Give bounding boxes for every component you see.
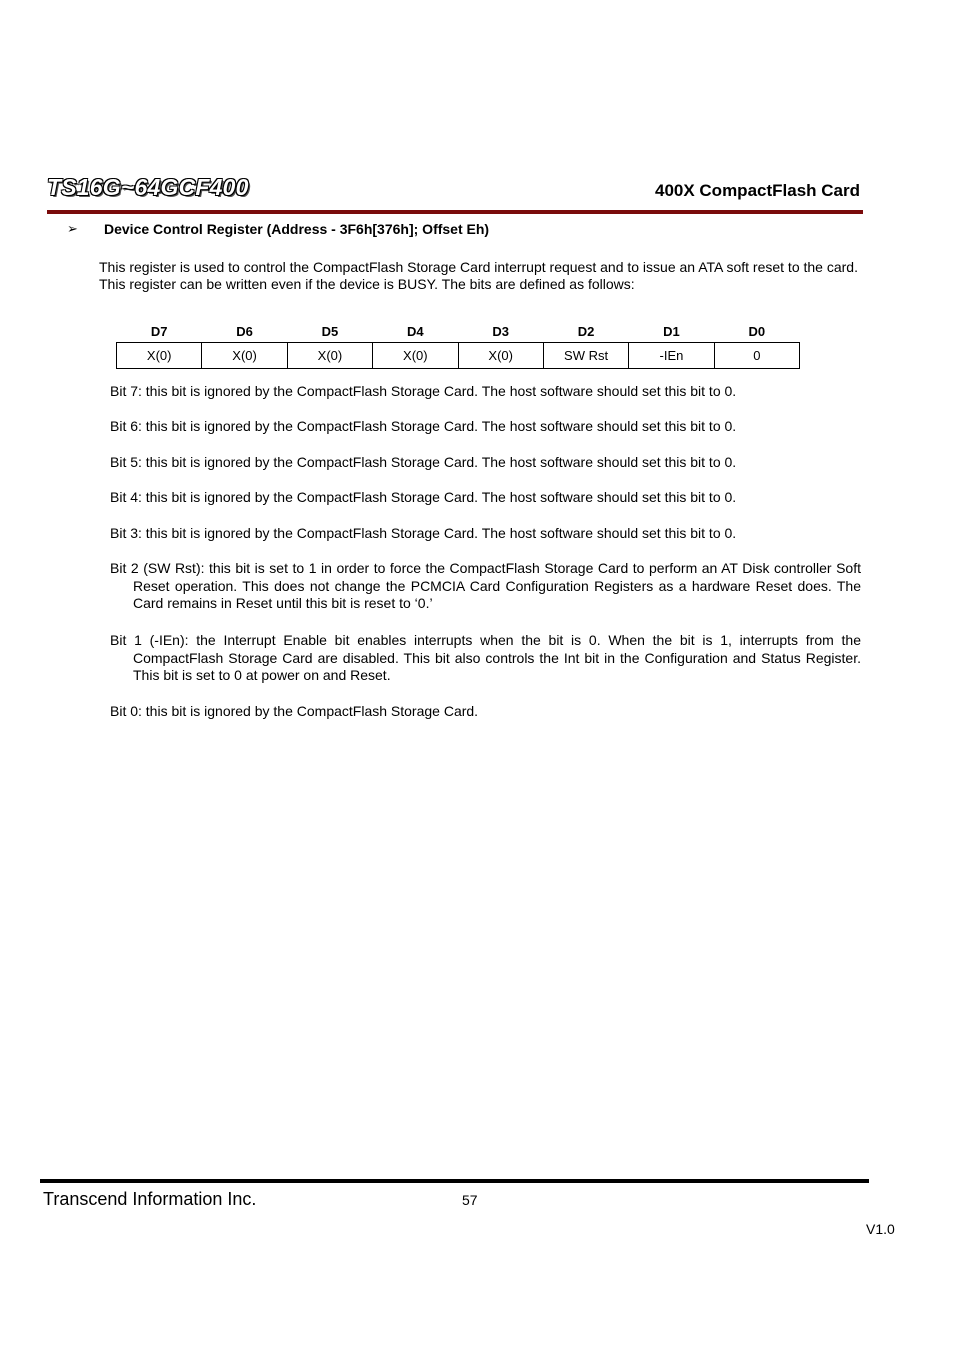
section-heading — [67, 221, 489, 237]
bit7-description: Bit 7: this bit is ignored by the CompactFlash Storage Card. The host software should set this bit to 0. — [110, 383, 737, 399]
bit-value-d2: SW Rst — [543, 342, 628, 368]
document-version: V1.0 — [866, 1221, 895, 1237]
bit-header-d4: D4 — [407, 324, 424, 340]
bit0-description: Bit 0: this bit is ignored by the CompactFlash Storage Card. — [110, 703, 479, 719]
bit-header-d6: D6 — [236, 324, 253, 340]
bit-value-d1: -IEn — [629, 342, 714, 368]
page-number: 57 — [462, 1192, 478, 1208]
product-title: 400X CompactFlash Card — [654, 181, 860, 200]
bit-header-d0: D0 — [748, 324, 766, 340]
bit-value-d4: X(0) — [373, 342, 458, 368]
bit-header-row — [117, 322, 800, 342]
bit-value-row — [117, 342, 800, 368]
bit-header-d5: D5 — [321, 324, 339, 340]
bit-value-d7: X(0) — [117, 342, 202, 368]
arrow-bullet-icon: ➢ — [67, 221, 78, 236]
bit-value-d6: X(0) — [202, 342, 287, 368]
bit-header-d1: D1 — [663, 324, 680, 340]
bit-value-d0: 0 — [714, 342, 799, 368]
bit-header-d3: D3 — [492, 324, 509, 340]
intro-paragraph: This register is used to control the CompactFlash Storage Card interrupt request and to issue an ATA soft reset to the card. This register can be written even if the device is BUSY. The bits are defined as follows: — [99, 259, 858, 292]
footer-company: Transcend Information Inc. — [43, 1189, 257, 1209]
header-rule — [47, 210, 863, 214]
bit6-description: Bit 6: this bit is ignored by the CompactFlash Storage Card. The host software should set this bit to 0. — [110, 418, 737, 434]
bit-value-d3: X(0) — [458, 342, 543, 368]
bit2-description: Bit 2 (SW Rst): this bit is set to 1 in order to force the CompactFlash Storage Card to perform an AT Disk controller Soft Reset operation. This does not change the PCMCIA Card Configuration Registers as a hardware Reset does. The Card remains in Reset until this bit is reset to ‘0.’ — [110, 560, 861, 611]
footer-rule — [40, 1179, 869, 1183]
bit-value-d5: X(0) — [287, 342, 372, 368]
bit-header-d2: D2 — [577, 324, 595, 340]
bit1-description: Bit 1 (-IEn): the Interrupt Enable bit enables interrupts when the bit is 0. When the bit is 1, interrupts from the CompactFlash Storage Card are disabled. This bit also controls the Int bit in the Configuration and Status Register. This bit is set to 0 at power on and Reset. — [110, 632, 861, 683]
section-heading-text: Device Control Register (Address - 3F6h[376h]; Offset Eh) — [104, 221, 490, 237]
register-bit-table — [116, 322, 800, 369]
bit5-description: Bit 5: this bit is ignored by the CompactFlash Storage Card. The host software should set this bit to 0. — [110, 454, 737, 470]
bit4-description: Bit 4: this bit is ignored by the CompactFlash Storage Card. The host software should set this bit to 0. — [110, 489, 737, 505]
model-title: TS16G~64GCF400 — [47, 174, 249, 200]
bit3-description: Bit 3: this bit is ignored by the CompactFlash Storage Card. The host software should set this bit to 0. — [110, 525, 737, 541]
bit-header-d7: D7 — [150, 324, 168, 340]
